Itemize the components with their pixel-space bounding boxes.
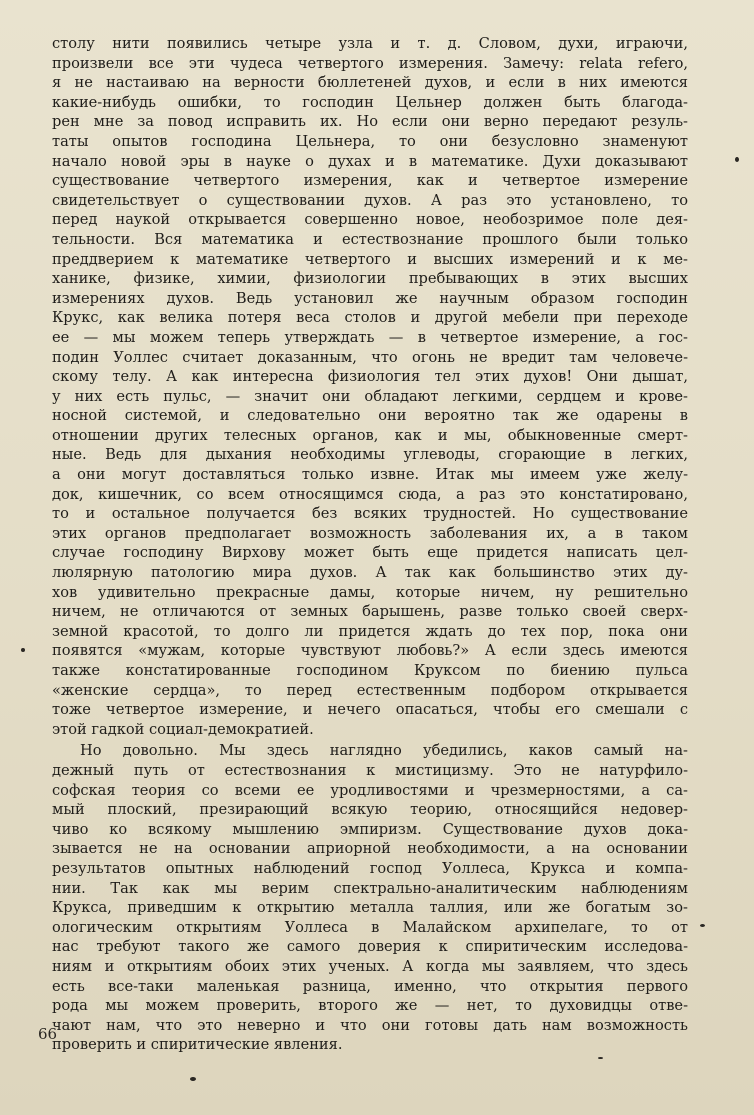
text-line: мый плоский, презирающий всякую теорию, относящийся недовер- [52, 801, 688, 819]
text-line: хов удивительно прекрасные дамы, которые ничем, ну решительно [52, 583, 688, 601]
text-line: какие-нибудь ошибки, то господин Цельнер должен быть благода- [52, 93, 688, 111]
text-line: проверить и спиритические явления. [52, 1036, 343, 1054]
text-line: также констатированные господином Круксом по биению пульса [52, 662, 688, 679]
text-line: земной красотой, то долго ли придется ждать до тех пор, пока они [52, 622, 688, 640]
paper-speck [700, 924, 705, 927]
text-line: нии. Так как мы верим спектрально-аналитическим наблюдениям [52, 879, 688, 897]
text-line: этих органов предполагает возможность заболевания их, а в таком [52, 524, 688, 542]
paragraph-1 [52, 34, 688, 739]
paper-speck [190, 1077, 196, 1081]
text-line: ные. Ведь для дыхания необходимы углеводы, сгорающие в легких, [52, 446, 688, 464]
text-line: тельности. Вся математика и естествознание прошлого были только [52, 230, 688, 248]
text-line: Крукс, как велика потеря веса столов и другой мебели при переходе [52, 309, 688, 327]
text-line: дежный путь от естествознания к мистицизму. Это не натурфило- [52, 761, 688, 779]
text-line: ханике, физике, химии, физиологии пребывающих в этих высших [52, 270, 688, 288]
text-line: ологическим открытиям Уоллеса в Малайском архипелаге, то от [52, 918, 688, 936]
text-line: тоже четвертое измерение, и нечего опасаться, чтобы его смешали с [52, 701, 688, 719]
text-line: у них есть пульс, — значит они обладают легкими, сердцем и крове- [52, 387, 688, 405]
text-line: начало новой эры в науке о духах и в математике. Духи доказывают [52, 152, 688, 170]
text-line: произвели все эти чудеса четвертого измерения. Замечу: relata refero, [52, 54, 688, 72]
text-line: преддверием к математике четвертого и высших измерений и к ме- [52, 250, 688, 268]
text-line: чают нам, что это неверно и что они готовы дать нам возможность [52, 1016, 688, 1034]
text-line: таты опытов господина Цельнера, то они безусловно знаменуют [52, 132, 688, 150]
text-line: ее — мы можем теперь утверждать — в четвертое измерение, а гос- [52, 328, 688, 346]
text-line: свидетельствует о существовании духов. А раз это установлено, то [52, 191, 688, 209]
text-line: чиво ко всякому мышлению эмпиризм. Существование духов дока- [52, 820, 688, 838]
text-line: зывается не на основании априорной необходимости, а на основании [52, 840, 688, 858]
text-line: рода мы можем проверить, второго же — нет, то духовидцы отве- [52, 997, 688, 1015]
text-line: софская теория со всеми ее уродливостями и чрезмерностями, а са- [52, 781, 688, 799]
text-line: нас требуют такого же самого доверия к спиритическим исследова- [52, 938, 688, 956]
text-line: случае господину Вирхову может быть еще придется написать цел- [52, 544, 688, 562]
text-line: измерениях духов. Ведь установил же научным образом господин [52, 289, 688, 307]
text-line: этой гадкой социал-демократией. [52, 720, 314, 738]
text-line: люлярную патологию мира духов. А так как большинство этих ду- [52, 564, 688, 582]
page-text [52, 34, 688, 1055]
paragraph-2 [52, 741, 688, 1055]
paper-speck [598, 1057, 603, 1059]
page-number: 66 [38, 1025, 58, 1043]
text-line: ниям и открытиям обоих этих ученых. А когда мы заявляем, что здесь [52, 957, 688, 975]
text-line: перед наукой открывается совершенно новое, необозримое поле дея- [52, 211, 688, 229]
text-line: результатов опытных наблюдений господ Уоллеса, Крукса и компа- [52, 859, 688, 877]
text-line: появятся «мужам, которые чувствуют любовь?» А если здесь имеются [52, 642, 688, 660]
text-line: ничем, не отличаются от земных барышень, разве только своей сверх- [52, 603, 688, 621]
text-line: носной системой, и следовательно они вероятно так же одарены в [52, 407, 688, 425]
text-line: а они могут доставляться только извне. Итак мы имеем уже желу- [52, 466, 688, 484]
text-line: рен мне за повод исправить их. Но если они верно передают резуль- [52, 113, 688, 131]
text-line: Но довольно. Мы здесь наглядно убедились, каков самый на- [80, 742, 688, 760]
text-line: есть все-таки маленькая разница, именно, что открытия первого [52, 977, 688, 995]
paper-speck [735, 157, 739, 162]
text-line: подин Уоллес считает доказанным, что огонь не вредит там человече- [52, 348, 688, 366]
text-line: то и остальное получается без всяких трудностей. Но существование [52, 505, 688, 523]
paper-speck [21, 648, 25, 652]
text-line: Крукса, приведшим к открытию металла таллия, или же богатым зо- [52, 899, 688, 917]
text-line: скому телу. А как интересна физиология тел этих духов! Они дышат, [52, 368, 688, 386]
text-line: «женские сердца», то перед естественным подбором открывается [52, 681, 688, 699]
text-line: я не настаиваю на верности бюллетеней духов, и если в них имеются [52, 74, 688, 92]
text-line: столу нити появились четыре узла и т. д. Словом, духи, играючи, [52, 35, 688, 52]
text-line: существование четвертого измерения, как и четвертое измерение [52, 172, 688, 190]
text-line: отношении других телесных органов, как и мы, обыкновенные смерт- [52, 426, 688, 444]
text-line: док, кишечник, со всем относящимся сюда, а раз это констатировано, [52, 485, 688, 503]
